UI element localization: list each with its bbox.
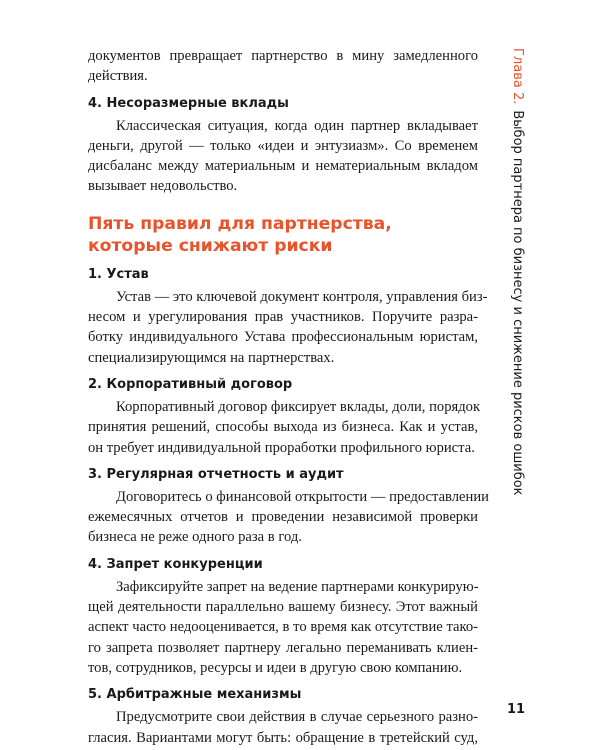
text-line: аспект часто недооценивается, в то время как отсутствие тако- — [88, 619, 478, 636]
text-line: бизнеса не реже одного раза в год. — [88, 529, 302, 546]
rule-paragraph — [88, 487, 489, 548]
text-line: принятия решений, способы выхода из бизнеса. Как и устав, — [88, 419, 478, 436]
text-line: Корпоративный договор фиксирует вклады, доли, порядок — [116, 398, 481, 415]
text-line: деньги, другой — только «идеи и энтузиазм». Со временем — [88, 137, 478, 154]
section-title-line: Пять правил для партнерства, — [88, 213, 392, 234]
rule-paragraph — [88, 287, 488, 368]
text-line: ботку индивидуального Устава профессиональным юристам, — [88, 329, 478, 346]
rule-heading: 3. Регулярная отчетность и аудит — [88, 466, 344, 482]
text-line: документов превращает партнерство в мину замедленного — [88, 48, 478, 64]
text-line: Классическая ситуация, когда один партнер вкладывает — [116, 117, 478, 134]
rule-heading: 2. Корпоративный договор — [88, 376, 293, 392]
rule-heading: 4. Запрет конкуренции — [88, 556, 263, 572]
page-number: 11 — [507, 702, 526, 717]
page-content — [88, 46, 489, 748]
section-title — [88, 213, 478, 258]
text-line: несом и урегулирования прав участников. Поручите разра- — [88, 309, 478, 326]
text-line: го запрета позволяет партнеру легально переманивать клиен- — [88, 639, 478, 656]
text-line: Предусмотрите свои действия в случае серьезного разно- — [116, 709, 478, 726]
text-line: Устав — это ключевой документ контроля, управления биз- — [116, 288, 488, 305]
rule-paragraph — [88, 397, 481, 458]
text-line: он требует индивидуальной проработки профильного юриста. — [88, 439, 475, 456]
running-header — [505, 48, 527, 496]
text-line: щей деятельности параллельно вашему бизнесу. Этот важный — [88, 599, 478, 616]
rule-heading: 1. Устав — [88, 266, 149, 282]
rule-heading: 5. Арбитражные механизмы — [88, 687, 302, 703]
item-paragraph — [88, 116, 478, 197]
text-line: гласия. Вариантами могут быть: обращение в третейский суд, — [88, 729, 478, 746]
chapter-title: Выбор партнера по бизнесу и снижение рисков ошибок — [510, 110, 525, 496]
text-line: вызывает недовольство. — [88, 178, 238, 195]
running-header-text — [510, 48, 525, 496]
chapter-label: Глава 2. — [510, 48, 525, 105]
text-line: дисбаланс между материальным и нематериальным вкладом — [88, 158, 478, 175]
text-line: специализирующимся на партнерствах. — [88, 349, 335, 366]
text-line: тов, сотрудников, ресурсы и идеи в другую свою компанию. — [88, 659, 463, 676]
section-title-line: которые снижают риски — [88, 236, 333, 257]
text-line: Зафиксируйте запрет на ведение партнерами конкурирую- — [116, 578, 479, 595]
rule-paragraph — [88, 577, 478, 678]
item-heading: 4. Несоразмерные вклады — [88, 95, 289, 111]
text-line: действия. — [88, 68, 148, 85]
intro-paragraph — [88, 46, 478, 87]
text-line: ежемесячных отчетов и проведении независимой проверки — [88, 509, 478, 526]
rule-paragraph — [88, 707, 478, 748]
text-line: Договоритесь о финансовой открытости — предоставлении — [116, 488, 489, 505]
